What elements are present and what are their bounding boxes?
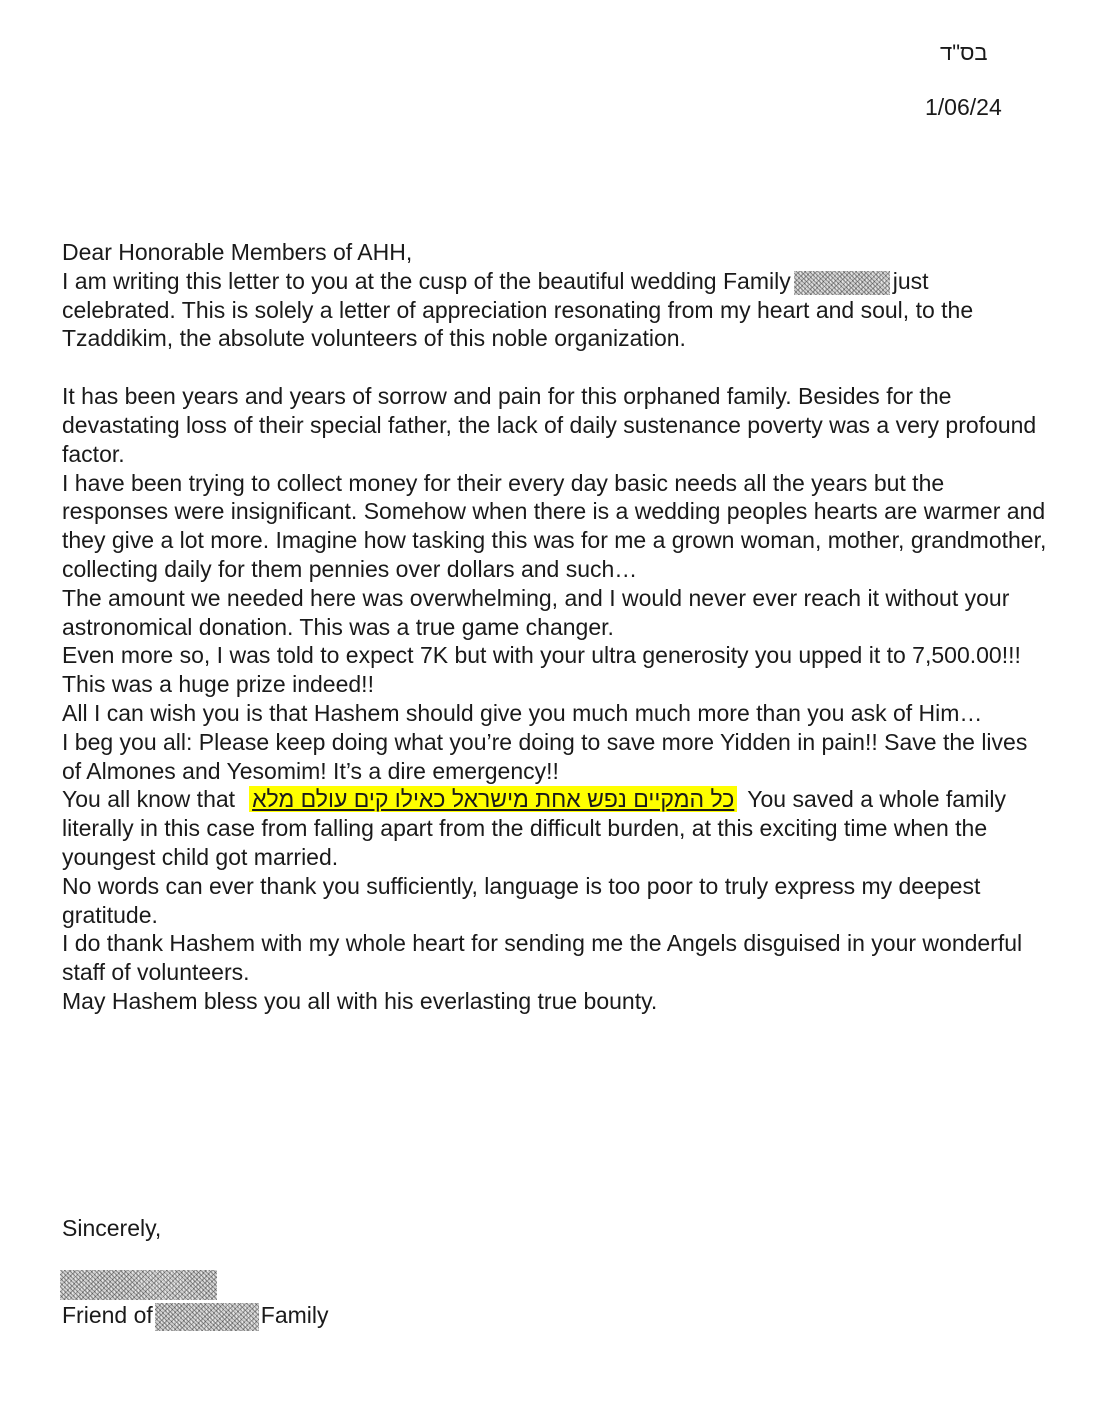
paragraph-1-start: I am writing this letter to you at the cusp of the beautiful wedding Family: [62, 267, 791, 294]
paragraph-5: Even more so, I was told to expect 7K but with your ultra generosity you upped it to 7,500.00!!!: [62, 642, 1021, 669]
paragraph-9-end: You saved a whole family literally in this case from falling apart from the difficult burden, at this exciting time when the youngest child got married.: [62, 786, 1006, 870]
paragraph-3: I have been trying to collect money for their every day basic needs all the years but the responses were insignificant. Somehow when there is a wedding peoples hearts are warmer and they give a lot more. Imagine how tasking this was for me a grown woman, mother, grandmother, collecting daily for them pennies over dollars and such…: [62, 469, 1047, 582]
paragraph-11: I do thank Hashem with my whole heart for sending me the Angels disguised in your wonderful staff of volunteers.: [62, 930, 1023, 986]
letter-date: 1/06/24: [925, 94, 1002, 120]
letter-body: [62, 238, 1047, 1016]
paragraph-7: All I can wish you is that Hashem should give you much much more than you ask of Him…: [62, 699, 983, 726]
paragraph-2: It has been years and years of sorrow and pain for this orphaned family. Besides for the devastating loss of their special father, the lack of daily sustenance poverty was a very profound factor.: [62, 383, 1037, 467]
friend-prefix: Friend of: [62, 1302, 153, 1328]
friend-suffix: Family: [260, 1302, 329, 1328]
paragraph-gap: [62, 353, 1047, 382]
paragraph-1: [62, 267, 1047, 353]
paragraph-9-start: You all know that: [62, 786, 236, 813]
sign-off: Sincerely,: [62, 1215, 162, 1241]
greeting: Dear Honorable Members of AHH,: [62, 239, 413, 265]
paragraph-12: May Hashem bless you all with his everlasting true bounty.: [62, 987, 658, 1014]
paragraph-4: The amount we needed here was overwhelming, and I would never ever reach it without your astronomical donation. This was a true game changer.: [62, 584, 1010, 640]
redacted-family-name: [794, 271, 890, 295]
paragraph-6: This was a huge prize indeed!!: [62, 671, 374, 698]
paragraph-9: [62, 785, 1047, 871]
friend-line: [62, 1302, 329, 1331]
paragraph-8: I beg you all: Please keep doing what you’re doing to save more Yidden in pain!! Save the lives of Almones and Yesomim! It’s a dire emergency!!: [62, 728, 1028, 784]
hebrew-quote-highlight: כל המקיים נפש אחת מישראל כאילו קים עולם מלא: [249, 786, 737, 812]
bsd-header: בס"ד: [940, 40, 988, 65]
paragraph-10: No words can ever thank you sufficiently, language is too poor to truly express my deepest gratitude.: [62, 872, 981, 928]
redacted-signature: [60, 1270, 217, 1300]
redacted-family-name-footer: [155, 1303, 259, 1331]
paragraph-1-end: just celebrated. This is solely a letter of appreciation resonating from my heart and soul, to the Tzaddikim, the absolute volunteers of this noble organization.: [62, 267, 974, 352]
